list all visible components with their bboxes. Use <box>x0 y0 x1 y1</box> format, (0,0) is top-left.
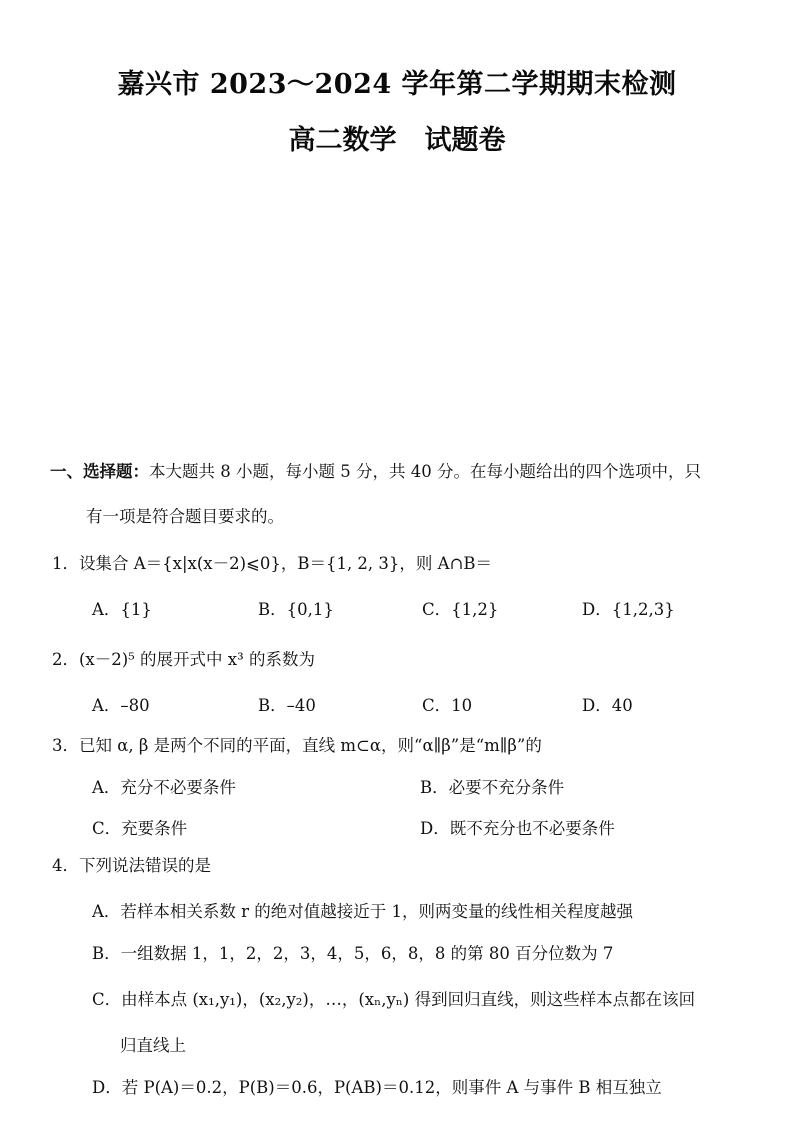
q2-option-a: A．–80 <box>92 696 150 715</box>
question-2-stem: 2．(x－2)⁵ 的展开式中 x³ 的系数为 <box>52 650 315 669</box>
q3-option-d: D．既不充分也不必要条件 <box>420 819 615 838</box>
question-1-stem: 1．设集合 A＝{x|x(x－2)⩽0}，B＝{1, 2, 3}，则 A∩B＝ <box>52 554 493 573</box>
q1-option-c: C．{1,2} <box>422 600 499 619</box>
q4-option-b: B．一组数据 1，1，2，2，3，4，5，6，8，8 的第 80 百分位数为 7 <box>92 944 614 963</box>
section-heading <box>50 458 701 482</box>
q1-option-b: B．{0,1} <box>258 600 334 619</box>
exam-subtitle <box>0 118 794 157</box>
exam-title: 嘉兴市 2023～2024 学年第二学期期末检测 <box>117 69 677 100</box>
question-4-stem: 4．下列说法错误的是 <box>52 856 211 875</box>
q3-option-b: B．必要不充分条件 <box>420 778 565 797</box>
q4-option-c-continued: 归直线上 <box>120 1036 186 1055</box>
subtitle-subject: 高二数学 <box>288 125 397 156</box>
q2-option-b: B．–40 <box>258 696 316 715</box>
section-intro-2: 有一项是符合题目要求的。 <box>86 507 284 526</box>
q4-option-c: C．由样本点 (x₁,y₁)，(x₂,y₂)，…，(xₙ,yₙ) 得到回归直线，则这些样本点都在该回 <box>92 990 696 1009</box>
section-label: 一、选择题： <box>50 462 149 481</box>
q4-option-d: D．若 P(A)＝0.2，P(B)＝0.6，P(AB)＝0.12，则事件 A 与事件 B 相互独立 <box>92 1078 662 1097</box>
q1-option-a: A．{1} <box>92 600 152 619</box>
q2-option-c: C．10 <box>422 696 473 715</box>
subtitle-paper: 试题卷 <box>424 125 506 156</box>
question-3-stem: 3．已知 α, β 是两个不同的平面，直线 m⊂α，则“α∥β”是“m∥β”的 <box>52 736 542 755</box>
q2-option-d: D．40 <box>582 696 633 715</box>
section-intro-1: 本大题共 8 小题，每小题 5 分，共 40 分。在每小题给出的四个选项中，只 <box>149 462 701 481</box>
q3-option-a: A．充分不必要条件 <box>92 778 236 797</box>
q3-option-c: C．充要条件 <box>92 819 188 838</box>
q1-option-d: D．{1,2,3} <box>582 600 675 619</box>
q4-option-a: A．若样本相关系数 r 的绝对值越接近于 1，则两变量的线性相关程度越强 <box>92 902 634 921</box>
